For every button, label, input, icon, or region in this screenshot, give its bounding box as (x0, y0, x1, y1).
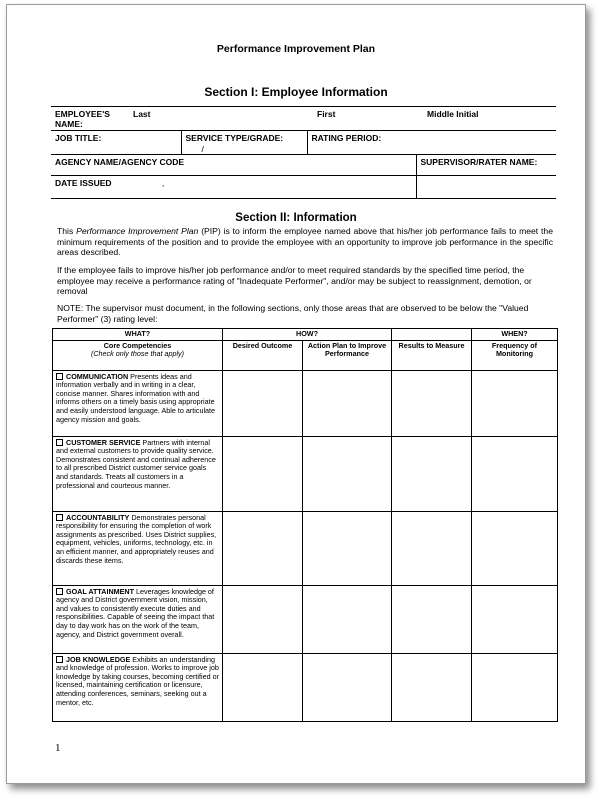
competency-communication: COMMUNICATION Presents ideas and information verbally and in writing in a clear, concise manner. Shares information with and informs others on a timely basis using appropriate and easily understood language. Able to articulate agency mission and goals. (53, 370, 223, 436)
page-number: 1 (55, 742, 61, 754)
desired-outcome-header: Desired Outcome (223, 340, 303, 370)
frequency-cell[interactable] (472, 653, 558, 721)
pip-column-header-row (53, 340, 558, 370)
desired-outcome-cell[interactable] (223, 436, 303, 511)
document-page (6, 4, 586, 784)
consequences-paragraph: If the employee fails to improve his/her job performance and/or to meet required standards by the specified time period, the employee may receive a performance rating of "Inadequate Performer", and/or may be subject to reassignment, demotion, or removal (57, 265, 532, 297)
date-issued-label: DATE ISSUED (55, 178, 112, 188)
accountability-checkbox[interactable] (56, 514, 63, 521)
competency-goal-attainment: GOAL ATTAINMENT Leverages knowledge of agency and District government vision, mission, and values to consistently execute duties and responsibilities. Capable of seeing the impact that day to day work has on the work of the team, agency, and District government overall. (53, 585, 223, 653)
goal-attainment-checkbox[interactable] (56, 588, 63, 595)
communication-checkbox[interactable] (56, 373, 63, 380)
action-plan-cell[interactable] (303, 511, 392, 585)
competency-customer-service: CUSTOMER SERVICE Partners with internal and external customers to provide quality service. Demonstrates consistent and continual adherence to all prescribed District customer service goals and standards. Treats all customers in a professional and courteous manner. (53, 436, 223, 511)
results-cell[interactable] (392, 370, 472, 436)
frequency-cell[interactable] (472, 436, 558, 511)
how-header: HOW? (223, 329, 392, 341)
frequency-cell[interactable] (472, 511, 558, 585)
core-competencies-header: Core Competencies (Check only those that apply) (53, 340, 223, 370)
desired-outcome-cell[interactable] (223, 653, 303, 721)
results-to-measure-header: Results to Measure (392, 340, 472, 370)
action-plan-header: Action Plan to Improve Performance (303, 340, 392, 370)
table-row (53, 511, 558, 585)
table-row (53, 585, 558, 653)
action-plan-cell[interactable] (303, 436, 392, 511)
first-name-label: First (317, 109, 336, 119)
when-header: WHEN? (472, 329, 558, 341)
competency-job-knowledge: JOB KNOWLEDGE Exhibits an understanding and knowledge of profession. Works to improve job knowledge by taking courses, becoming certified or licensed, maintaining certification or licensure, attending conferences, seminars, seeking out a mentor, etc. (53, 653, 223, 721)
desired-outcome-cell[interactable] (223, 370, 303, 436)
results-cell[interactable] (392, 436, 472, 511)
employee-name-label: EMPLOYEE'S NAME: (55, 109, 110, 129)
results-cell[interactable] (392, 653, 472, 721)
date-issued-row (51, 176, 556, 199)
pip-table (52, 328, 558, 722)
table-row (53, 436, 558, 511)
frequency-header: Frequency of Monitoring (472, 340, 558, 370)
document-title: Performance Improvement Plan (216, 43, 376, 55)
core-competencies-subheader: (Check only those that apply) (90, 349, 185, 359)
supervisor-label: SUPERVISOR/RATER NAME: (420, 157, 538, 167)
service-type-value: / (201, 144, 204, 154)
results-cell[interactable] (392, 511, 472, 585)
job-title-row (51, 131, 556, 155)
results-cell[interactable] (392, 585, 472, 653)
pip-intro-paragraph: This Performance Improvement Plan (PIP) is to inform the employee named above that his/her job performance fails to meet the minimum requirements of the position and to provide the employee with an opportunity to improve job performance in the specific areas described. (57, 226, 553, 258)
frequency-cell[interactable] (472, 585, 558, 653)
action-plan-cell[interactable] (303, 585, 392, 653)
job-knowledge-checkbox[interactable] (56, 656, 63, 663)
competency-accountability: ACCOUNTABILITY Demonstrates personal responsibility for ensuring the completion of work assignments as prescribed. Uses District supplies, equipment, vehicles, uniforms, technology, etc. in an efficient manner, and appropriately reuses and discards these items. (53, 511, 223, 585)
table-row (53, 653, 558, 721)
agency-label: AGENCY NAME/AGENCY CODE (55, 157, 185, 167)
action-plan-cell[interactable] (303, 653, 392, 721)
agency-row (51, 155, 556, 176)
what-header: WHAT? (53, 329, 223, 341)
employee-info-table (51, 106, 556, 199)
employee-name-row (51, 107, 556, 131)
customer-service-checkbox[interactable] (56, 439, 63, 446)
last-name-label: Last (133, 109, 151, 119)
service-type-label: SERVICE TYPE/GRADE: (185, 133, 284, 143)
frequency-cell[interactable] (472, 370, 558, 436)
pip-group-header-row (53, 329, 558, 341)
action-plan-cell[interactable] (303, 370, 392, 436)
note-paragraph: NOTE: The supervisor must document, in the following sections, only those areas that are observed to be below the "Valued Performer" (3) rating level: (57, 303, 529, 324)
date-issued-value: , (161, 178, 165, 188)
rating-period-label: RATING PERIOD: (311, 133, 382, 143)
desired-outcome-cell[interactable] (223, 585, 303, 653)
section2-title: Section II: Information (235, 212, 357, 224)
middle-initial-label: Middle Initial (427, 109, 479, 119)
job-title-label: JOB TITLE: (55, 133, 102, 143)
table-row (53, 370, 558, 436)
desired-outcome-cell[interactable] (223, 511, 303, 585)
pip-term: Performance Improvement Plan (76, 226, 199, 236)
section1-title: Section I: Employee Information (204, 85, 388, 99)
